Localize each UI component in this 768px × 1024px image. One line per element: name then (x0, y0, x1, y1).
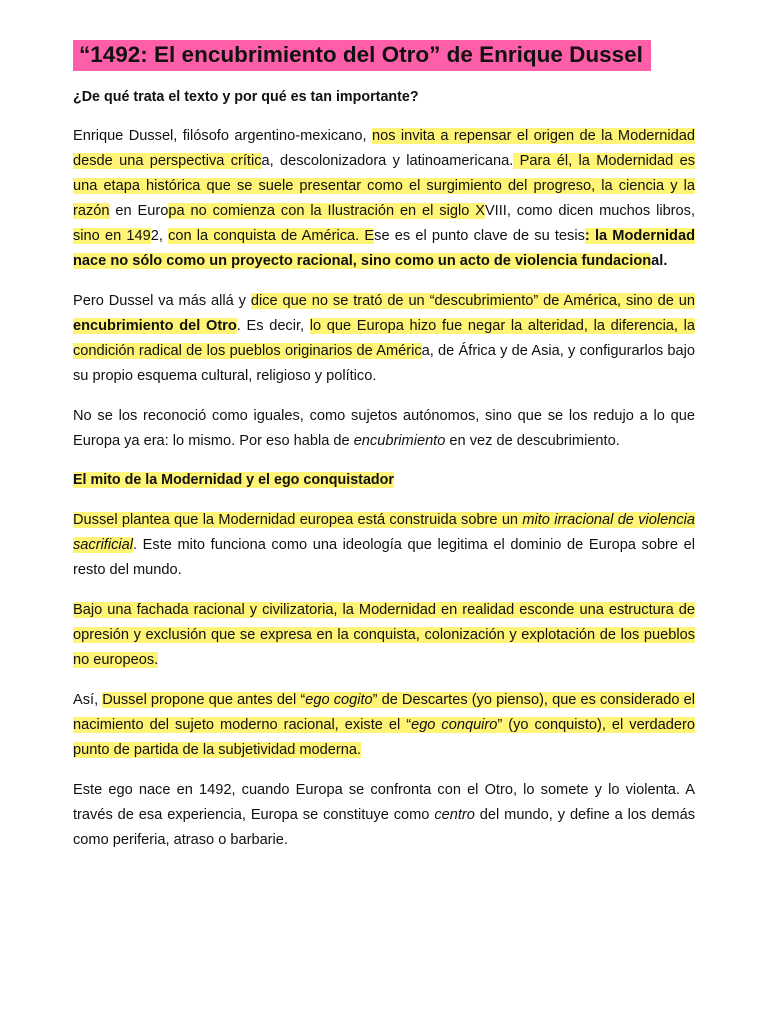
paragraph-mito (73, 508, 695, 583)
highlighted-italic-text: ego conquiro (411, 717, 498, 733)
text-span: . Este mito funciona como una ideología que legitima el dominio de Europa sobre el resto del mundo. (73, 537, 695, 578)
highlighted-bold-text: encubrimiento del Otro (73, 318, 237, 334)
page-title: “1492: El encubrimiento del Otro” de Enrique Dussel (73, 40, 651, 71)
paragraph-1492 (73, 778, 695, 853)
bold-text: al. (651, 253, 668, 269)
highlighted-text: Para él, la Modernidad es una etapa histórica que se suele presentar como el surgimiento del progreso, la ciencia y la razón (73, 153, 695, 219)
highlighted-text: dice que no se trató de un “descubrimiento” de América, sino de un (250, 293, 696, 309)
highlighted-text: Dussel plantea que la Modernidad europea está construida sobre un (73, 512, 523, 528)
highlighted-text: nos invita a repensar el origen de la Modernidad desde una perspectiva crític (73, 128, 695, 169)
text-span: en Euro (109, 203, 169, 219)
text-span: Este ego nace en 1492, cuando Europa se confronta con el Otro, lo somete y lo violenta. A través de esa experiencia, Europa se constituye como (73, 782, 695, 823)
text-span: Así, (73, 692, 103, 708)
text-span: . Es decir, (236, 318, 310, 334)
italic-text: encubrimiento (353, 433, 446, 449)
paragraph-ego (73, 688, 695, 763)
highlighted-text: ” (yo conquisto), el verdadero punto de partida de la subjetividad moderna. (73, 717, 695, 758)
text-span: se es el punto clave de su tesis (374, 228, 585, 244)
highlighted-text: pa no comienza con la Ilustración en el siglo X (168, 203, 485, 219)
text-span: Pero Dussel va más allá y (73, 293, 251, 309)
text-span: a, descolonizadora y latinoamericana. (261, 153, 514, 169)
subtitle-question: ¿De qué trata el texto y por qué es tan importante? (73, 89, 419, 105)
text-span: Enrique Dussel, filósofo argentino-mexicano, (73, 128, 372, 144)
paragraph-intro (73, 124, 695, 274)
highlighted-italic-text: mito irracional de violencia sacrificial (73, 512, 695, 553)
paragraph-encubrimiento (73, 289, 695, 389)
highlighted-italic-text: ego cogito (305, 692, 373, 708)
highlighted-text: sino en 149 (73, 228, 151, 244)
highlighted-bold-text: : la Modernidad nace no sólo como un proyecto racional, sino como un acto de violencia fundacion (73, 228, 695, 269)
highlighted-text: Bajo una fachada racional y civilizatoria, la Modernidad en realidad esconde una estructura de opresión y exclusión que se expresa en la conquista, colonización y explotación de los pueblos no europeos. (73, 602, 695, 668)
text-span: VIII, como dicen muchos libros, (484, 203, 696, 219)
text-span: a, de África y de Asia, y configurarlos bajo su propio esquema cultural, religioso y político. (73, 343, 695, 384)
text-span: en vez de descubrimiento. (445, 433, 620, 449)
paragraph-fachada (73, 598, 695, 673)
highlighted-text: Dussel propone que antes del “ (102, 692, 306, 708)
text-span: 2, (150, 228, 169, 244)
highlighted-text: lo que Europa hizo fue negar la alteridad, la diferencia, la condición radical de los pueblos originarios de Améric (73, 318, 696, 359)
highlighted-text: con la conquista de América. E (168, 228, 375, 244)
text-span: No se los reconoció como iguales, como sujetos autónomos, sino que se los redujo a lo que Europa ya era: lo mismo. Por eso habla de (73, 408, 695, 449)
text-span: del mundo, y define a los demás como periferia, atraso o barbarie. (73, 807, 695, 848)
highlighted-heading: El mito de la Modernidad y el ego conquistador (73, 472, 394, 488)
italic-text: centro (434, 807, 475, 823)
paragraph-iguales (73, 404, 695, 454)
section-heading (73, 468, 695, 493)
highlighted-text: ” de Descartes (yo pienso), que es considerado el nacimiento del sujeto moderno racional, existe el “ (73, 692, 695, 733)
